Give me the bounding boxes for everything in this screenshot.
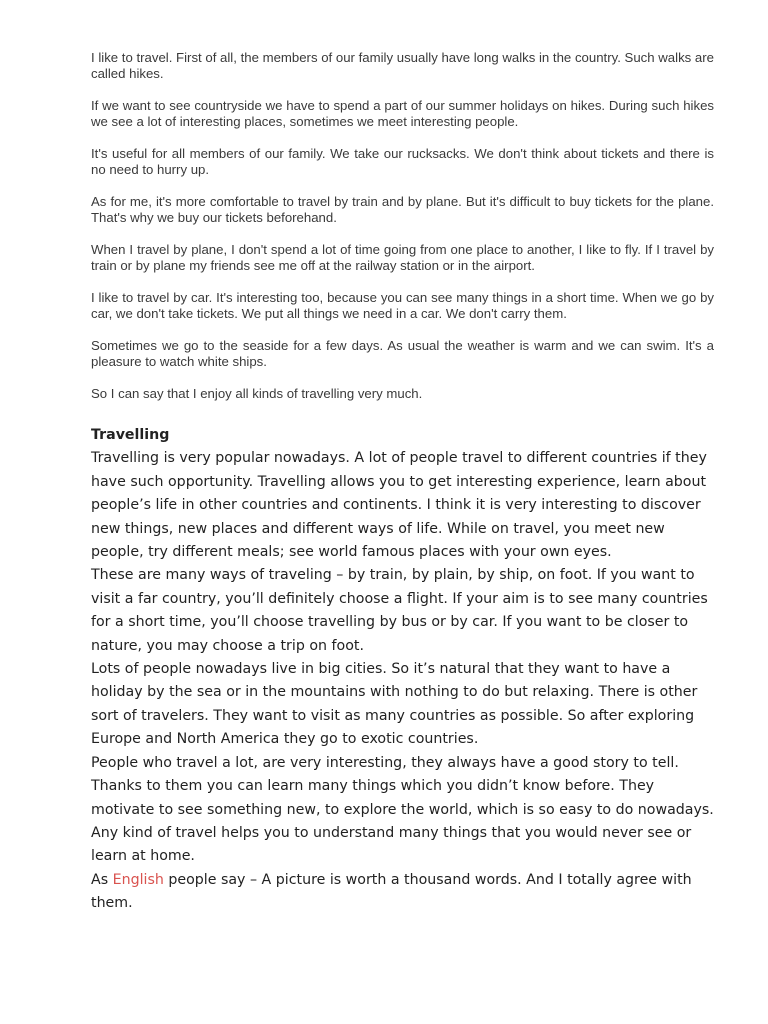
paragraph: It's useful for all members of our family. We take our rucksacks. We don't think about tickets and there is no need to hurry up. (91, 146, 714, 177)
paragraph: Travelling is very popular nowadays. A lot of people travel to different countries if they have such opportunity. Travelling allows you to get interesting experience, learn about people’s life in other countries and continents. I think it is very interesting to discover new things, new places and different ways of life. While on travel, you meet new people, try different meals; see world famous places with your own eyes. (91, 450, 707, 561)
paragraph: I like to travel. First of all, the members of our family usually have long walks in the country. Such walks are called hikes. (91, 50, 714, 81)
paragraph: As for me, it's more comfortable to travel by train and by plane. But it's difficult to buy tickets for the plane. That's why we buy our tickets beforehand. (91, 194, 714, 225)
english-link[interactable]: English (112, 871, 164, 888)
closing-paragraph (91, 869, 716, 916)
paragraph: So I can say that I enjoy all kinds of travelling very much. (91, 386, 423, 401)
closing-text-after: people say – A picture is worth a thousand words. And I totally agree with them. (91, 871, 692, 912)
essay-section-hiking (91, 50, 714, 402)
paragraph: People who travel a lot, are very interesting, they always have a good story to tell. Thanks to them you can learn many things which you didn’t know before. They motivate to see something new, to explore the world, which is so easy to do nowadays. Any kind of travel helps you to understand many things that you would never see or learn at home. (91, 754, 714, 865)
paragraph: Sometimes we go to the seaside for a few days. As usual the weather is warm and we can swim. It's a pleasure to watch white ships. (91, 338, 714, 369)
closing-text-before: As (91, 871, 113, 888)
paragraph: These are many ways of traveling – by train, by plain, by ship, on foot. If you want to visit a far country, you’ll definitely choose a flight. If your aim is to see many countries for a short time, you’ll choose travelling by bus or by car. If you want to be closer to nature, you may choose a trip on foot. (91, 567, 708, 654)
section-heading: Travelling (91, 427, 170, 443)
essay-section-travelling (91, 424, 716, 916)
paragraph: If we want to see countryside we have to spend a part of our summer holidays on hikes. During such hikes we see a lot of interesting places, sometimes we meet interesting people. (91, 98, 714, 129)
paragraph: Lots of people nowadays live in big cities. So it’s natural that they want to have a holiday by the sea or in the mountains with nothing to do but relaxing. There is other sort of travelers. They want to visit as many countries as possible. So after exploring Europe and North America they go to exotic countries. (91, 661, 698, 748)
paragraph: I like to travel by car. It's interesting too, because you can see many things in a short time. When we go by car, we don't take tickets. We put all things we need in a car. We don't carry them. (91, 290, 714, 321)
paragraph: When I travel by plane, I don't spend a lot of time going from one place to another, I like to fly. If I travel by train or by plane my friends see me off at the railway station or in the airport. (91, 242, 714, 273)
